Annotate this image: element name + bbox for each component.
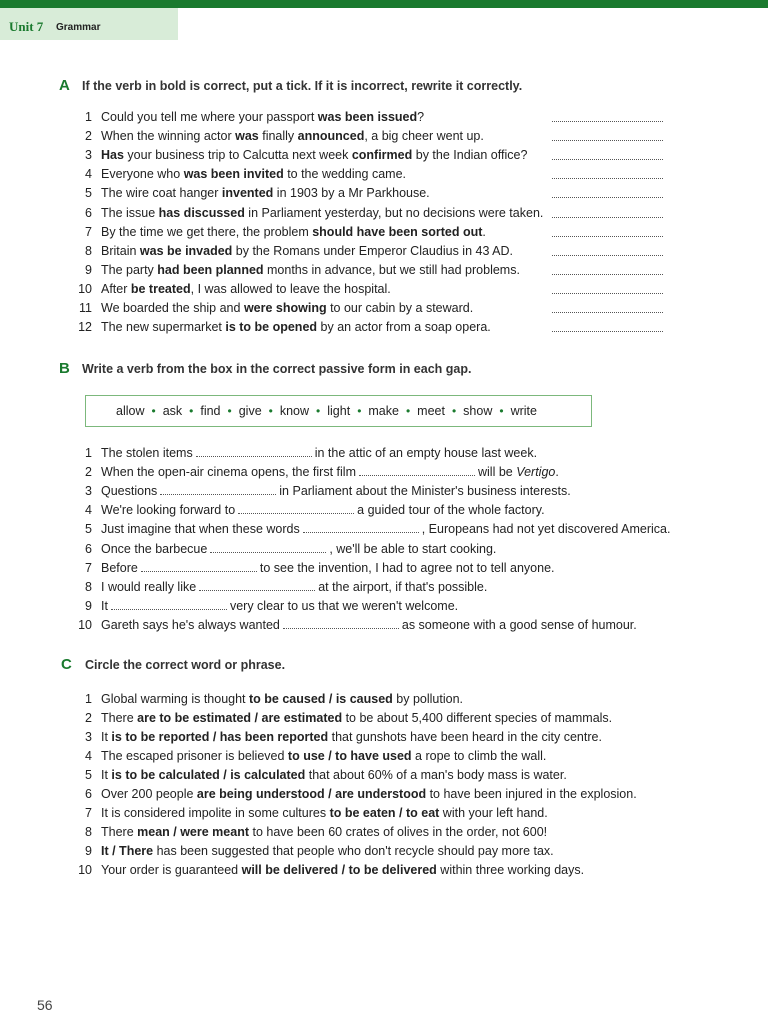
item-text <box>101 520 670 539</box>
item-number: 5 <box>85 186 92 201</box>
word-box-item: find <box>200 404 221 418</box>
film-title: Vertigo <box>516 465 556 480</box>
text-before-gap: When the open-air cinema opens, the first film <box>101 465 356 480</box>
answer-gap[interactable] <box>196 446 312 457</box>
bold-phrase: confirmed <box>351 148 413 163</box>
item-text <box>101 842 554 861</box>
item-number: 1 <box>85 110 92 124</box>
section-a-letter: A <box>59 77 70 94</box>
bold-phrase: was been invited <box>183 167 284 182</box>
bullet-separator: • <box>316 404 321 418</box>
text-after-gap: will be <box>477 465 517 480</box>
item-text <box>101 616 637 635</box>
item-number: 9 <box>85 262 92 277</box>
item-text <box>101 804 548 823</box>
text-before-gap: We're looking forward to <box>101 503 236 518</box>
item-text <box>101 861 584 880</box>
text-after-gap: very clear to us that we weren't welcome. <box>229 598 459 613</box>
item-number: 8 <box>85 825 92 840</box>
item-number: 4 <box>85 503 92 518</box>
exercise-b-item <box>0 559 700 578</box>
section-a-instruction: If the verb in bold is correct, put a tick. If it is incorrect, rewrite it correctly. <box>82 79 523 93</box>
text-span: There <box>101 825 138 840</box>
answer-gap[interactable] <box>210 542 326 553</box>
text-before-gap: Gareth says he's always wanted <box>101 617 280 632</box>
text-after-gap: to see the invention, I had to agree not to tell anyone. <box>259 560 555 575</box>
item-number: 6 <box>85 205 92 220</box>
text-span: within three working days. <box>436 863 585 878</box>
text-span: to be about 5,400 different species of mammals. <box>342 711 613 726</box>
text-span: The party <box>101 262 158 277</box>
exercise-c-item <box>0 728 700 747</box>
answer-gap[interactable] <box>359 465 475 476</box>
item-text <box>101 318 491 337</box>
item-text <box>101 766 567 785</box>
answer-line[interactable] <box>552 199 663 218</box>
text-span: . <box>555 465 559 480</box>
answer-line[interactable] <box>552 103 663 122</box>
bold-phrase: mean / were meant <box>137 825 249 840</box>
text-span: Everyone who <box>101 167 184 182</box>
answer-gap[interactable] <box>199 580 315 591</box>
exercise-b-item <box>0 482 700 501</box>
word-box-item: make <box>368 404 399 418</box>
text-span: The issue <box>101 205 159 220</box>
item-number: 4 <box>85 749 92 764</box>
item-text <box>101 108 424 127</box>
answer-gap[interactable] <box>160 484 276 495</box>
exercise-b-item <box>0 463 700 482</box>
text-span: ? <box>417 110 425 124</box>
item-text <box>101 223 486 242</box>
text-after-gap: at the airport, if that's possible. <box>318 579 488 594</box>
bold-phrase: had been planned <box>157 262 264 277</box>
item-text <box>101 261 520 280</box>
item-text <box>101 728 602 747</box>
text-span: your business trip to Calcutta next week <box>123 148 352 163</box>
unit-label: Unit 7 <box>9 19 44 34</box>
item-number: 8 <box>85 243 92 258</box>
text-span: to our cabin by a steward. <box>326 301 474 315</box>
bold-phrase: will be delivered / to be delivered <box>241 863 437 878</box>
text-span: Global warming is thought <box>101 692 249 706</box>
item-number: 2 <box>85 129 92 144</box>
text-before-gap: I would really like <box>101 579 197 594</box>
word-box-item: write <box>510 404 537 418</box>
answer-gap[interactable] <box>283 618 399 629</box>
answer-gap[interactable] <box>238 503 354 514</box>
exercise-c-item <box>0 766 700 785</box>
text-span: to have been injured in the explosion. <box>426 787 637 802</box>
item-text <box>101 578 487 597</box>
bullet-separator: • <box>151 404 156 418</box>
text-span: that gunshots have been heard in the city centre. <box>328 730 602 745</box>
text-span: a rope to climb the wall. <box>411 749 547 764</box>
text-span: It is considered impolite in some cultures <box>101 806 330 821</box>
exercise-c-item <box>0 823 700 842</box>
bold-phrase: announced <box>297 129 365 144</box>
bold-phrase: be treated <box>130 281 191 296</box>
bold-phrase: was been issued <box>317 110 418 124</box>
text-span: Your order is guaranteed <box>101 863 242 878</box>
exercise-c-item <box>0 690 700 709</box>
bold-phrase: has discussed <box>158 205 245 220</box>
exercise-b-item <box>0 540 700 559</box>
item-text <box>101 747 546 766</box>
exercise-c-item <box>0 842 700 861</box>
text-span: . <box>482 224 486 239</box>
text-span: with your left hand. <box>439 806 548 821</box>
text-after-gap: , we'll be able to start cooking. <box>329 541 497 556</box>
text-span: , I was allowed to leave the hospital. <box>190 281 391 296</box>
bullet-separator: • <box>499 404 504 418</box>
text-span: by an actor from a soap opera. <box>317 320 491 335</box>
item-text <box>101 184 430 203</box>
text-before-gap: Questions <box>101 484 158 499</box>
text-span: The new supermarket <box>101 320 226 335</box>
text-span: There <box>101 711 138 726</box>
text-span: Could you tell me where your passport <box>101 110 318 124</box>
section-b-letter: B <box>59 360 70 377</box>
answer-line[interactable] <box>552 218 663 237</box>
text-before-gap: Just imagine that when these words <box>101 522 300 537</box>
answer-line[interactable] <box>552 275 663 294</box>
bullet-separator: • <box>189 404 194 418</box>
answer-gap[interactable] <box>111 599 227 610</box>
item-number: 6 <box>85 541 92 556</box>
text-after-gap: in Parliament about the Minister's business interests. <box>279 484 571 499</box>
bullet-separator: • <box>451 404 457 418</box>
item-text <box>101 280 391 299</box>
text-span: to the wedding came. <box>283 167 407 182</box>
text-span: by the Indian office? <box>412 148 528 163</box>
text-span: in 1903 by a Mr Parkhouse. <box>273 186 430 201</box>
text-span: to have been 60 crates of olives in the order, not 600! <box>249 825 548 840</box>
text-before-gap: It <box>101 598 108 613</box>
bullet-separator: • <box>357 404 362 418</box>
item-number: 3 <box>85 484 92 499</box>
exercise-b-item <box>0 444 700 463</box>
item-number: 7 <box>85 560 92 575</box>
item-number: 1 <box>85 446 92 460</box>
exercise-c-item <box>0 861 700 880</box>
answer-gap[interactable] <box>303 522 419 533</box>
answer-line[interactable] <box>552 179 663 198</box>
bold-phrase: It / There <box>101 844 154 859</box>
page-number: 56 <box>37 997 53 1013</box>
unit-title: Grammar <box>56 22 101 33</box>
exercise-c-item <box>0 709 700 728</box>
item-number: 3 <box>85 730 92 745</box>
item-number: 10 <box>78 281 92 296</box>
text-after-gap: as someone with a good sense of humour. <box>401 617 637 632</box>
text-span: We boarded the ship and <box>101 301 244 315</box>
bold-phrase: was <box>235 129 259 144</box>
text-span: Over 200 people <box>101 787 197 802</box>
text-after-gap: , Europeans had not yet discovered America. <box>421 522 671 537</box>
item-number: 9 <box>85 844 92 859</box>
bullet-separator: • <box>227 404 232 418</box>
item-text <box>101 540 496 559</box>
item-number: 8 <box>85 579 92 594</box>
exercise-b-item <box>0 501 700 520</box>
item-text <box>101 127 484 146</box>
section-c-letter: C <box>61 656 72 673</box>
item-text <box>101 501 545 520</box>
text-after-gap: in the attic of an empty house last week. <box>314 446 538 460</box>
item-text <box>101 690 463 709</box>
item-text <box>101 299 473 318</box>
item-number: 12 <box>78 320 92 335</box>
word-box-item: light <box>327 404 351 418</box>
item-text <box>101 785 637 804</box>
text-after-gap: a guided tour of the whole factory. <box>357 503 545 518</box>
word-box-item: know <box>279 404 310 418</box>
text-span: months in advance, but we still had problems. <box>263 262 520 277</box>
text-before-gap: Before <box>101 560 138 575</box>
item-text <box>101 482 571 501</box>
exercise-b-item <box>0 597 700 616</box>
text-span: finally <box>258 129 298 144</box>
item-number: 5 <box>85 768 92 783</box>
word-box-item: give <box>238 404 262 418</box>
answer-line[interactable] <box>552 256 663 275</box>
bold-phrase: are to be estimated / are estimated <box>137 711 343 726</box>
answer-line[interactable] <box>552 313 663 332</box>
exercise-b-item <box>0 520 700 539</box>
bold-phrase: is to be opened <box>225 320 318 335</box>
exercise-c-item <box>0 785 700 804</box>
text-span: By the time we get there, the problem <box>101 224 313 239</box>
answer-line[interactable] <box>552 294 663 313</box>
word-box-item: meet <box>417 404 445 418</box>
answer-gap[interactable] <box>141 561 257 572</box>
word-box-item: ask <box>162 404 183 418</box>
item-number: 9 <box>85 598 92 613</box>
item-text <box>101 242 513 261</box>
text-span: has been suggested that people who don't recycle should pay more tax. <box>153 844 554 859</box>
item-text <box>101 146 527 165</box>
section-c-instruction: Circle the correct word or phrase. <box>85 658 286 672</box>
answer-line[interactable] <box>552 141 663 160</box>
item-number: 10 <box>78 863 92 878</box>
item-text <box>101 204 543 223</box>
bold-phrase: is to be reported / has been reported <box>111 730 329 745</box>
item-text <box>101 709 612 728</box>
answer-line[interactable] <box>552 122 663 141</box>
item-number: 6 <box>85 787 92 802</box>
item-number: 7 <box>85 806 92 821</box>
bold-phrase: to be eaten / to eat <box>329 806 440 821</box>
bullet-separator: • <box>405 404 411 418</box>
item-number: 4 <box>85 167 92 182</box>
item-number: 3 <box>85 148 92 163</box>
item-text <box>101 597 458 616</box>
item-text <box>101 559 555 578</box>
item-number: 2 <box>85 465 92 480</box>
bullet-separator: • <box>268 404 273 418</box>
item-text <box>101 823 547 842</box>
bold-phrase: should have been sorted out <box>312 224 483 239</box>
bold-phrase: to be caused / is caused <box>249 692 393 706</box>
item-number: 2 <box>85 711 92 726</box>
item-number: 11 <box>79 301 92 315</box>
item-text <box>101 444 537 463</box>
item-number: 7 <box>85 224 92 239</box>
exercise-b-item <box>0 616 700 635</box>
text-span: When the winning actor <box>101 129 236 144</box>
section-b-instruction: Write a verb from the box in the correct passive form in each gap. <box>82 362 472 376</box>
text-span: Britain <box>101 243 140 258</box>
item-number: 10 <box>78 617 92 632</box>
answer-line[interactable] <box>552 160 663 179</box>
header-bar <box>0 0 768 8</box>
text-span: The escaped prisoner is believed <box>101 749 288 764</box>
item-text <box>101 463 559 482</box>
word-box <box>85 395 592 427</box>
answer-line[interactable] <box>552 237 663 256</box>
word-box-item: show <box>463 404 493 418</box>
text-span: It <box>101 768 112 783</box>
item-text <box>101 165 406 184</box>
bold-phrase: to use / to have used <box>287 749 412 764</box>
bold-phrase: invented <box>221 186 274 201</box>
text-before-gap: The stolen items <box>101 446 193 460</box>
text-span: , a big cheer went up. <box>364 129 484 144</box>
text-span: It <box>101 730 112 745</box>
exercise-c-item <box>0 804 700 823</box>
bold-phrase: Has <box>101 148 124 163</box>
exercise-a-item <box>0 318 700 337</box>
text-span: that about 60% of a man's body mass is water. <box>305 768 567 783</box>
bold-phrase: was be invaded <box>139 243 233 258</box>
text-span: in Parliament yesterday, but no decisions were taken. <box>244 205 544 220</box>
bold-phrase: are being understood / are understood <box>196 787 427 802</box>
text-span: The wire coat hanger <box>101 186 222 201</box>
exercise-b-item <box>0 578 700 597</box>
text-span: by the Romans under Emperor Claudius in 43 AD. <box>232 243 514 258</box>
text-span: by pollution. <box>392 692 463 706</box>
exercise-c-item <box>0 747 700 766</box>
bold-phrase: were showing <box>243 301 327 315</box>
text-before-gap: Once the barbecue <box>101 541 208 556</box>
word-box-item: allow <box>116 404 145 418</box>
item-number: 1 <box>85 692 92 706</box>
item-number: 5 <box>85 522 92 537</box>
text-span: After <box>101 281 131 296</box>
bold-phrase: is to be calculated / is calculated <box>111 768 306 783</box>
